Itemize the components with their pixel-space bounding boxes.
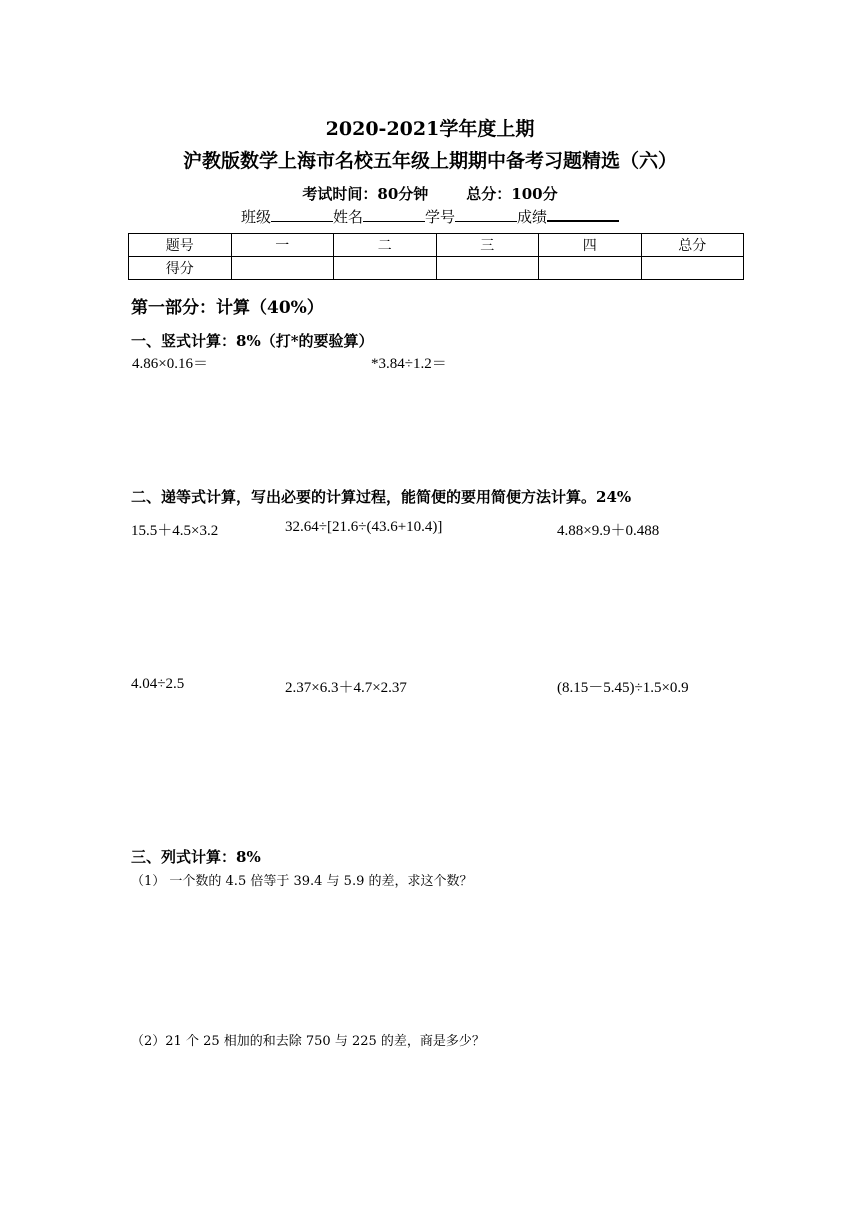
score-table-cell: 二	[334, 234, 437, 257]
exam-info	[0, 183, 860, 204]
document-title: 沪教版数学上海市名校五年级上期期中备考习题精选（六）	[182, 150, 677, 172]
score-table	[128, 233, 744, 280]
problem-2-2: 32.64÷[21.6÷(43.6+10.4)]	[285, 519, 443, 535]
score-table-cell: 题号	[129, 234, 232, 257]
score-cell-empty	[539, 257, 642, 280]
score-table-cell: 总分	[641, 234, 744, 257]
score-table-score-row	[129, 257, 744, 280]
score-cell-empty	[334, 257, 437, 280]
score-table-cell: 三	[436, 234, 539, 257]
score-cell-empty	[436, 257, 539, 280]
problem-1-1: 4.86×0.16＝	[132, 356, 208, 372]
total-score: 总分：100分	[466, 185, 558, 203]
score-row-label: 得分	[129, 257, 232, 280]
problem-2-3: 4.88×9.9＋0.488	[557, 523, 660, 539]
score-table-cell: 一	[231, 234, 334, 257]
score-table-cell: 四	[539, 234, 642, 257]
exam-time: 考试时间：80分钟	[302, 185, 429, 203]
grade-blank	[547, 206, 619, 222]
problem-2-1: 15.5＋4.5×3.2	[131, 523, 219, 539]
section3-title: 三、列式计算：8%	[131, 848, 261, 866]
name-blank	[363, 207, 425, 222]
student-no-label: 学号	[425, 208, 456, 226]
class-label: 班级	[240, 208, 271, 226]
document-title-year: 2020-2021学年度上期	[325, 118, 535, 140]
section1-title: 一、竖式计算：8%（打*的要验算）	[131, 332, 374, 350]
name-label: 姓名	[332, 208, 363, 226]
student-info-line	[0, 206, 860, 227]
problem-1-2: *3.84÷1.2＝	[371, 356, 447, 372]
score-cell-empty	[641, 257, 744, 280]
problem-2-5: 2.37×6.3＋4.7×2.37	[285, 680, 407, 696]
grade-label: 成绩	[517, 208, 548, 226]
word-problem-2: （2）21 个 25 相加的和去除 750 与 225 的差，商是多少？	[131, 1034, 485, 1049]
section2-title: 二、递等式计算，写出必要的计算过程，能简便的要用简便方法计算。24%	[131, 488, 632, 506]
problem-2-4: 4.04÷2.5	[131, 676, 185, 692]
class-blank	[271, 207, 333, 222]
student-no-blank	[455, 207, 517, 222]
word-problem-1: （1） 一个数的 4.5 倍等于 39.4 与 5.9 的差，求这个数？	[131, 874, 473, 889]
problem-2-6: (8.15－5.45)÷1.5×0.9	[557, 680, 689, 696]
score-table-header-row	[129, 234, 744, 257]
part1-title: 第一部分：计算（40%）	[131, 298, 324, 318]
score-cell-empty	[231, 257, 334, 280]
